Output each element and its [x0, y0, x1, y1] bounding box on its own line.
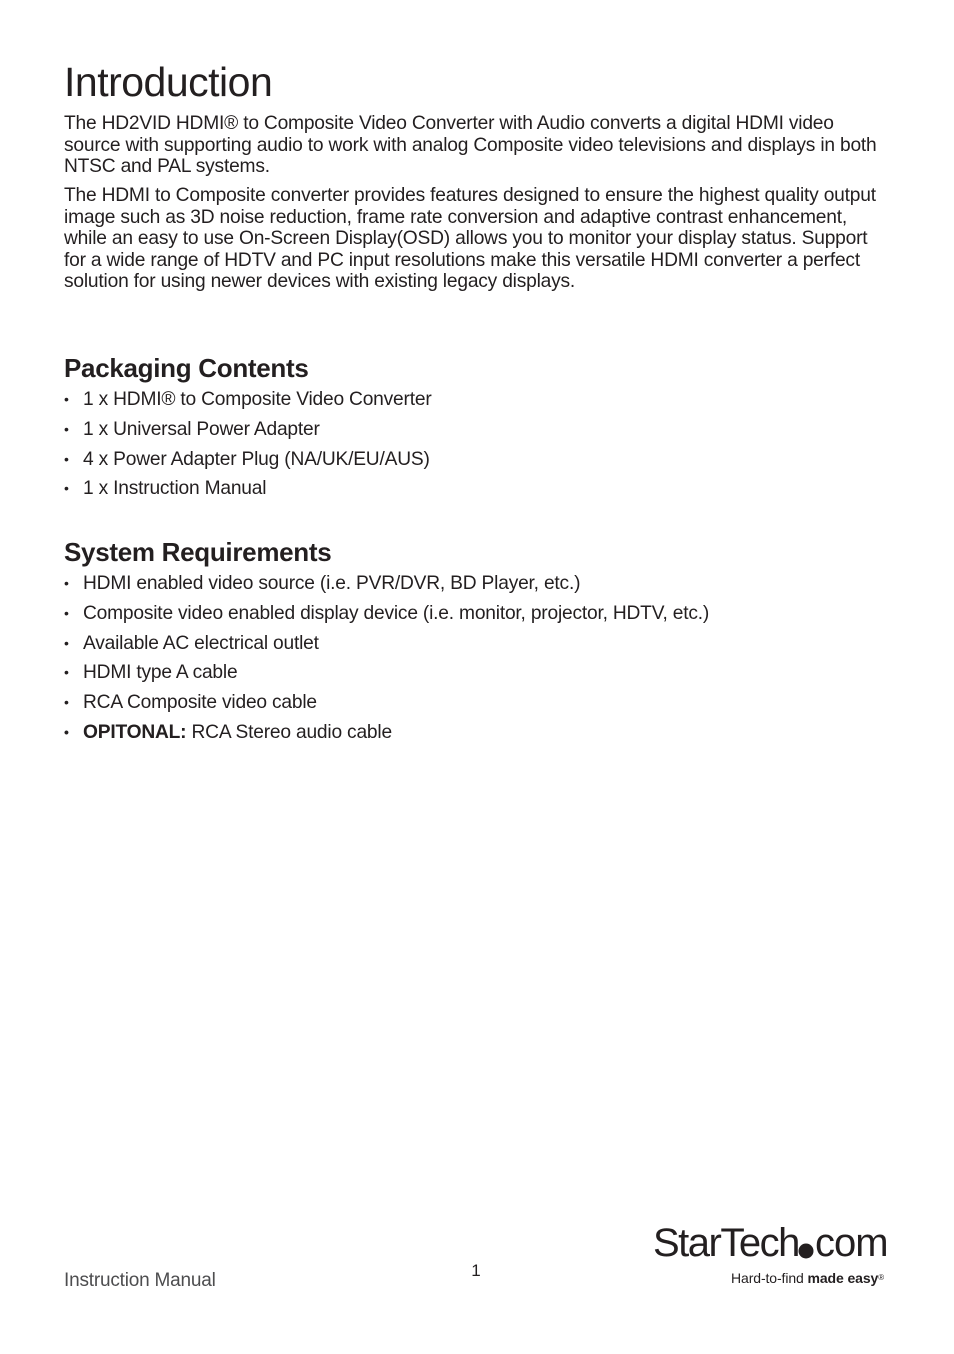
- list-item: [64, 688, 709, 718]
- bullet-icon: •: [64, 634, 69, 651]
- packaging-contents-list: [64, 385, 432, 504]
- list-item-text: 1 x HDMI® to Composite Video Converter: [83, 389, 432, 410]
- bullet-icon: •: [64, 480, 69, 497]
- bullet-icon: •: [64, 723, 69, 740]
- list-item: [64, 658, 709, 688]
- list-item-text: Composite video enabled display device (i.e. monitor, projector, HDTV, etc.): [83, 602, 710, 624]
- list-item: [64, 599, 709, 629]
- tagline-bold: made easy: [807, 1270, 879, 1286]
- list-item-text: RCA Composite video cable: [83, 692, 317, 714]
- intro-paragraph-1: The HD2VID HDMI® to Composite Video Converter with Audio converts a digital HDMI video source with supporting audio to work with analog Composite video televisions and displays in both NTSC and PAL systems.: [64, 113, 877, 178]
- packaging-contents-heading: Packaging Contents: [64, 353, 309, 383]
- footer-manual-label: Instruction Manual: [64, 1270, 216, 1291]
- bullet-icon: •: [64, 450, 69, 467]
- system-requirements-heading: System Requirements: [64, 537, 332, 567]
- list-item-text: 1 x Instruction Manual: [83, 478, 267, 500]
- list-item-text: HDMI type A cable: [83, 662, 238, 684]
- logo-tagline: [731, 1268, 884, 1288]
- list-item: [64, 569, 709, 599]
- tagline-regular: Hard-to-find: [731, 1270, 808, 1286]
- bullet-icon: •: [64, 575, 69, 591]
- intro-paragraph-2: The HDMI to Composite converter provides features designed to ensure the highest quality output image such as 3D noise reduction, frame rate conversion and adaptive contrast enhancement, while an easy to use On-Screen Display(OSD) allows you to monitor your display status. Support for a wide range of HDTV and PC input resolutions make this versatile HDMI converter a perfect solution for using newer devices with existing legacy displays.: [64, 185, 876, 293]
- list-item: [64, 415, 432, 445]
- optional-text: RCA Stereo audio cable: [186, 721, 392, 743]
- list-item-text: Available AC electrical outlet: [83, 632, 319, 654]
- system-requirements-list: [64, 569, 709, 748]
- list-item: [64, 445, 432, 475]
- logo-brand-text: StarTech: [653, 1221, 799, 1265]
- list-item: [64, 474, 432, 504]
- page-number: 1: [471, 1261, 481, 1280]
- list-item-text: 4 x Power Adapter Plug (NA/UK/EU/AUS): [83, 448, 430, 470]
- bullet-icon: •: [64, 694, 69, 711]
- bullet-icon: •: [64, 664, 69, 681]
- bullet-icon: •: [64, 391, 69, 407]
- logo-dot-icon: [799, 1244, 814, 1259]
- startech-wordmark-icon: [653, 1216, 893, 1268]
- list-item: [64, 385, 432, 415]
- startech-logo: [653, 1216, 893, 1296]
- list-item-optional: [64, 718, 709, 748]
- list-item: [64, 629, 709, 659]
- bullet-icon: •: [64, 604, 69, 621]
- list-item-text: 1 x Universal Power Adapter: [83, 418, 320, 440]
- bullet-icon: •: [64, 420, 69, 437]
- registered-mark: ®: [878, 1273, 885, 1282]
- logo-domain-text: com: [815, 1221, 888, 1265]
- page-title: Introduction: [64, 59, 273, 105]
- list-item-text: HDMI enabled video source (i.e. PVR/DVR, BD Player, etc.): [83, 573, 581, 594]
- optional-label: OPITONAL:: [83, 721, 187, 743]
